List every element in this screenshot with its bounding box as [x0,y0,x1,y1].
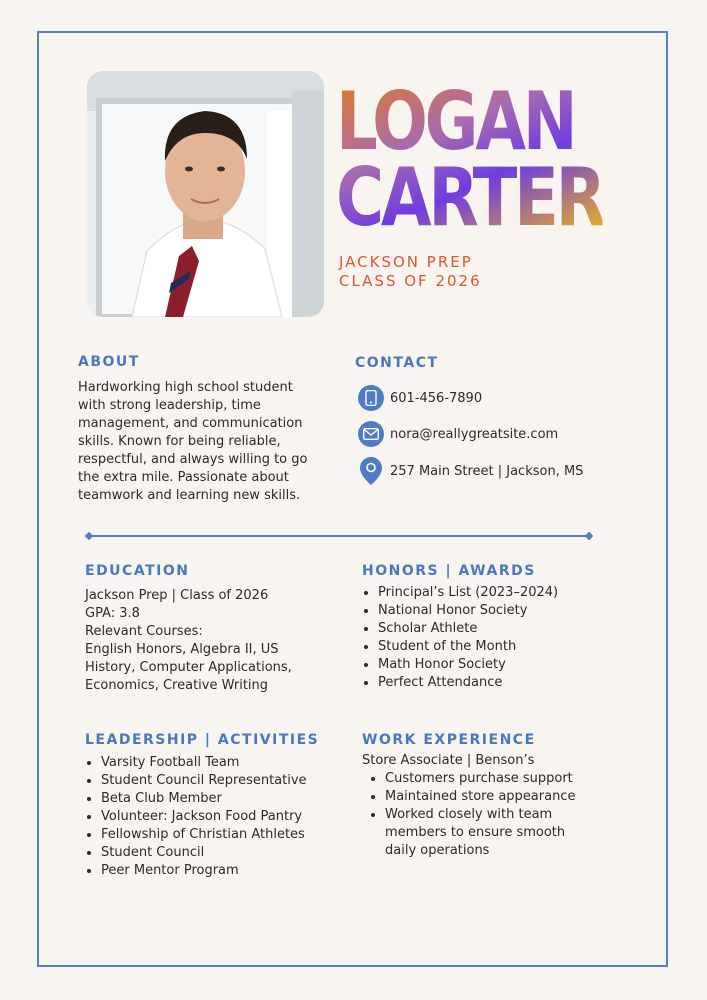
section-divider [88,535,590,537]
education-line: Relevant Courses: [85,624,203,639]
leadership-list [85,754,307,880]
profile-photo [87,71,324,317]
list-item: • Worked closely with team members to ensure smooth daily operations [385,806,585,860]
about-line: management, and communication [78,416,303,431]
about-line: skills. Known for being reliable, [78,434,281,449]
honors-heading: HONORS | AWARDS [362,563,536,579]
email-icon [358,421,384,447]
phone-number: 601-456-7890 [390,390,483,406]
list-item: • Student Council Representative [101,772,307,790]
about-line: with strong leadership, time [78,398,261,413]
education-line: Jackson Prep | Class of 2026 [85,588,269,603]
about-line: Hardworking high school student [78,380,293,395]
education-line: GPA: 3.8 [85,606,140,621]
email-address: nora@reallygreatsite.com [390,426,559,442]
class-year: CLASS OF 2026 [339,272,482,290]
contact-address-row [358,457,583,485]
list-item: • Scholar Athlete [378,620,558,638]
school-info [339,253,482,291]
list-item: • Math Honor Society [378,656,558,674]
first-name: LOGAN [336,75,575,168]
education-line: History, Computer Applications, [85,660,292,675]
work-heading: WORK EXPERIENCE [362,732,536,748]
school-name: JACKSON PREP [339,253,473,271]
student-name [336,75,603,244]
education-heading: EDUCATION [85,563,190,579]
about-heading: ABOUT [78,354,140,370]
about-text [78,379,307,505]
about-line: respectful, and always willing to go [78,452,308,467]
leadership-heading: LEADERSHIP | ACTIVITIES [85,732,320,748]
work-duties-list [369,770,585,860]
contact-email-row [358,421,558,447]
education-line: English Honors, Algebra II, US [85,642,279,657]
list-item: • Volunteer: Jackson Food Pantry [101,808,307,826]
list-item: • Varsity Football Team [101,754,307,772]
about-line: teamwork and learning new skills. [78,488,301,503]
work-role: Store Associate | Benson’s [362,753,535,768]
honors-list [362,584,558,692]
list-item: • Principal’s List (2023–2024) [378,584,558,602]
list-item: • Fellowship of Christian Athletes [101,826,307,844]
list-item: • Maintained store appearance [385,788,585,806]
education-line: Economics, Creative Writing [85,678,269,693]
list-item: • Customers purchase support [385,770,585,788]
list-item: • Beta Club Member [101,790,307,808]
list-item: • Peer Mentor Program [101,862,307,880]
list-item: • Student Council [101,844,307,862]
street-address: 257 Main Street | Jackson, MS [390,463,584,479]
list-item: • Perfect Attendance [378,674,558,692]
location-pin-icon [358,457,384,485]
contact-heading: CONTACT [355,355,439,371]
contact-phone-row [358,385,482,411]
list-item: • National Honor Society [378,602,558,620]
about-line: the extra mile. Passionate about [78,470,289,485]
list-item: • Student of the Month [378,638,558,656]
education-text [85,587,292,695]
last-name: CARTER [336,151,603,244]
phone-icon [358,385,384,411]
